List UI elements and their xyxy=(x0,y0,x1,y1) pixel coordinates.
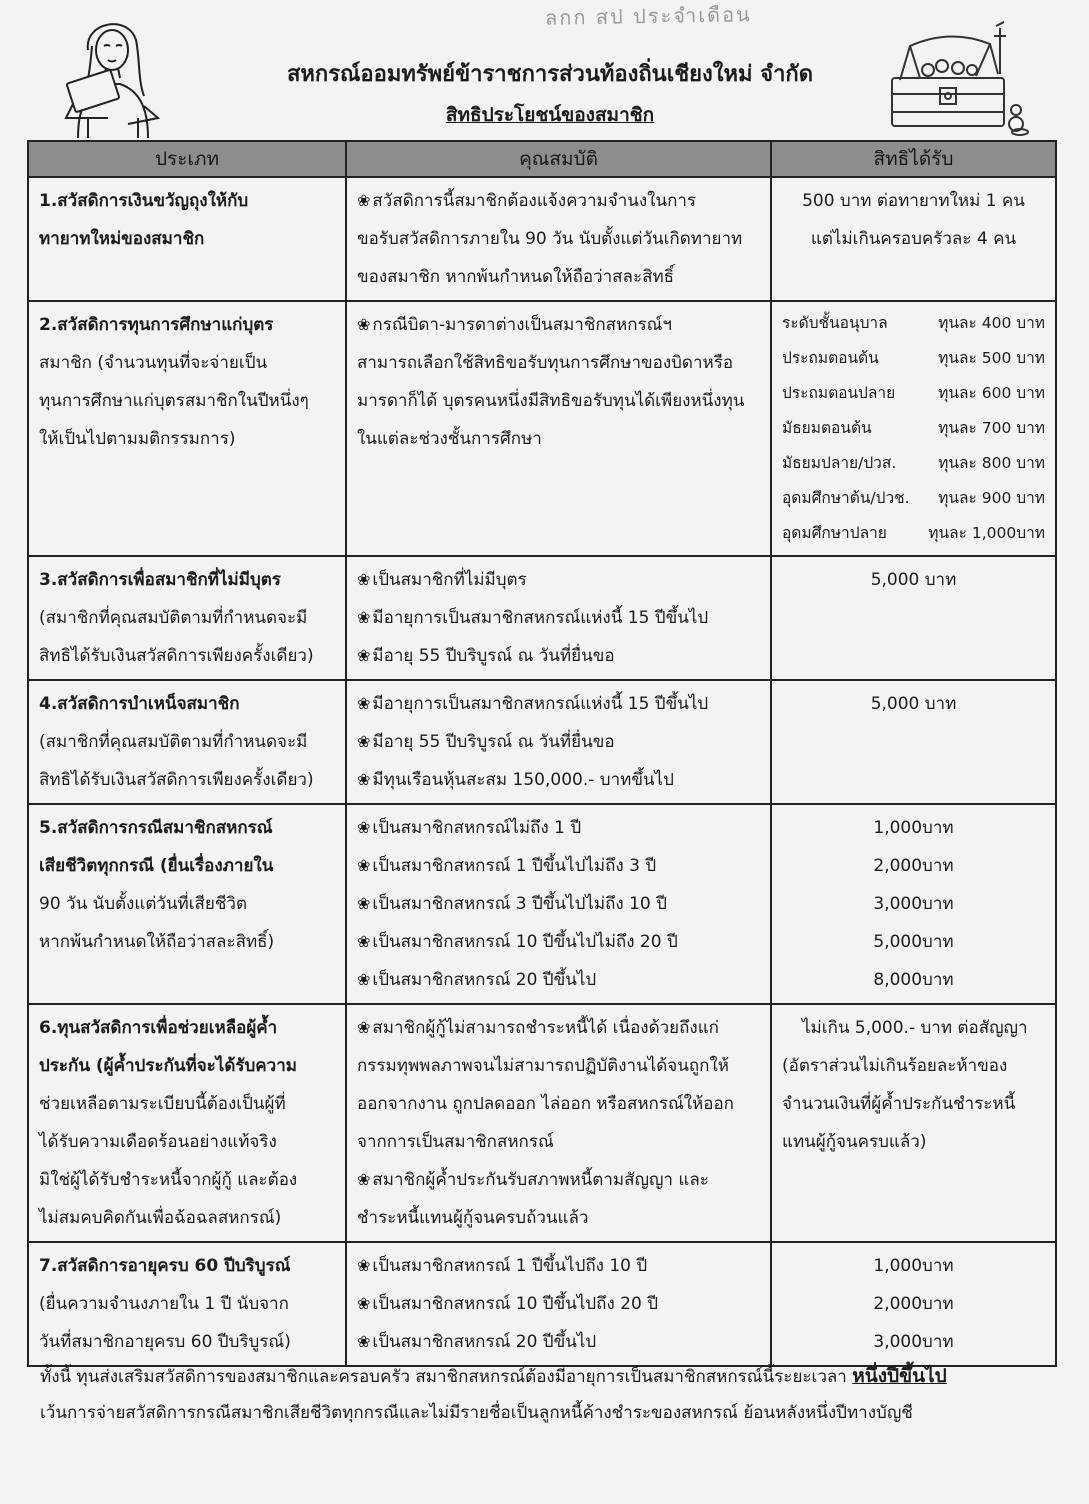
benefit-type-line: สมาชิก (จำนวนทุนที่จะจ่ายเป็น xyxy=(39,353,268,373)
qualification-line xyxy=(357,923,762,961)
table-row xyxy=(28,556,1056,680)
grant-amount: ทุนละ 600 บาท xyxy=(938,384,1045,402)
grant-amount: ทุนละ 400 บาท xyxy=(938,314,1045,332)
qualification-text: ขอรับสวัสดิการภายใน 90 วัน นับตั้งแต่วันเกิดทายาท xyxy=(357,229,743,249)
benefit-type-line: สิทธิได้รับเงินสวัสดิการเพียงครั้งเดียว) xyxy=(39,646,314,666)
grant-amount: ทุนละ 900 บาท xyxy=(938,489,1045,507)
qualification-text: มีอายุการเป็นสมาชิกสหกรณ์แห่งนี้ 15 ปีขึ้นไป xyxy=(372,608,709,628)
benefit-type-title: 4.สวัสดิการบำเหน็จสมาชิก xyxy=(39,694,240,714)
qualification-text: กรณีบิดา-มารดาต่างเป็นสมาชิกสหกรณ์ฯ xyxy=(372,315,672,335)
benefit-type-line: วันที่สมาชิกอายุครบ 60 ปีบริบูรณ์) xyxy=(39,1332,291,1352)
grant-level: มัธยมตอนต้น xyxy=(782,419,872,437)
qualification-line xyxy=(357,961,762,999)
footer-line-1-text: ทั้งนี้ ทุนส่งเสริมสวัสดิการของสมาชิกและครอบครัว สมาชิกสหกรณ์ต้องมีอายุการเป็นสมาชิกสหกรณ์นี้ระยะเวลา xyxy=(40,1367,853,1387)
grant-amount: ทุนละ 800 บาท xyxy=(938,454,1045,472)
benefit-cell xyxy=(771,1004,1056,1242)
footer-emphasis: หนึ่งปีขึ้นไป xyxy=(852,1365,947,1387)
qualification-cell xyxy=(346,804,771,1004)
grant-level: ประถมตอนต้น xyxy=(782,349,879,367)
page-subtitle: สิทธิประโยชน์ของสมาชิก xyxy=(445,104,655,126)
benefit-line: ไม่เกิน 5,000.- บาท ต่อสัญญา xyxy=(802,1018,1028,1038)
benefit-line: 1,000บาท xyxy=(873,1256,954,1276)
flower-bullet-icon: ❀ xyxy=(357,608,371,627)
table-body xyxy=(28,177,1056,1366)
scholarship-grant-row xyxy=(782,481,1045,516)
qualification-cell xyxy=(346,1004,771,1242)
qualification-cell xyxy=(346,177,771,301)
scholarship-grant-row xyxy=(782,411,1045,446)
benefit-line: 3,000บาท xyxy=(873,1332,954,1352)
benefit-type-cell xyxy=(28,556,346,680)
qualification-line xyxy=(357,723,762,761)
grant-level: อุดมศึกษาปลาย xyxy=(782,524,887,542)
qualification-line xyxy=(357,420,762,458)
qualification-text: เป็นสมาชิกสหกรณ์ไม่ถึง 1 ปี xyxy=(372,818,582,838)
grant-level: ประถมตอนปลาย xyxy=(782,384,896,402)
qualification-line xyxy=(357,847,762,885)
flower-bullet-icon: ❀ xyxy=(357,894,371,913)
benefit-type-title: 5.สวัสดิการกรณีสมาชิกสหกรณ์ xyxy=(39,818,273,838)
table-header-row xyxy=(28,141,1056,177)
qualification-text: เป็นสมาชิกสหกรณ์ 1 ปีขึ้นไปถึง 10 ปี xyxy=(372,1256,648,1276)
qualification-text: มีอายุ 55 ปีบริบูรณ์ ณ วันที่ยื่นขอ xyxy=(372,732,615,752)
qualification-line xyxy=(357,1285,762,1323)
qualification-line xyxy=(357,306,762,344)
benefit-type-line: หากพ้นกำหนดให้ถือว่าสละสิทธิ์) xyxy=(39,932,275,952)
grant-level: อุดมศึกษาต้น/ปวช. xyxy=(782,489,910,507)
table-row xyxy=(28,301,1056,556)
benefit-type-cell xyxy=(28,1004,346,1242)
flower-bullet-icon: ❀ xyxy=(357,646,371,665)
flower-bullet-icon: ❀ xyxy=(357,191,371,210)
benefit-type-line: เสียชีวิตทุกกรณี (ยื่นเรื่องภายใน xyxy=(39,856,274,876)
benefit-type-line: สิทธิได้รับเงินสวัสดิการเพียงครั้งเดียว) xyxy=(39,770,314,790)
qualification-text: เป็นสมาชิกสหกรณ์ 10 ปีขึ้นไปไม่ถึง 20 ปี xyxy=(372,932,678,952)
benefits-table xyxy=(27,140,1057,1367)
qualification-cell xyxy=(346,301,771,556)
qualification-text: มีอายุการเป็นสมาชิกสหกรณ์แห่งนี้ 15 ปีขึ้นไป xyxy=(372,694,709,714)
qualification-text: เป็นสมาชิกสหกรณ์ 20 ปีขึ้นไป xyxy=(372,1332,597,1352)
qualification-text: ชำระหนี้แทนผู้กู้จนครบถ้วนแล้ว xyxy=(357,1208,589,1228)
benefit-line: 1,000บาท xyxy=(873,818,954,838)
table-row xyxy=(28,1242,1056,1366)
benefit-type-title: 3.สวัสดิการเพื่อสมาชิกที่ไม่มีบุตร xyxy=(39,570,281,590)
grant-level: มัธยมปลาย/ปวส. xyxy=(782,454,897,472)
benefit-cell xyxy=(771,1242,1056,1366)
table-row xyxy=(28,680,1056,804)
benefit-line: แต่ไม่เกินครอบครัวละ 4 คน xyxy=(810,229,1017,249)
woman-with-laptop-icon xyxy=(48,10,178,138)
handwritten-note: ลกก สป ประจำเดือน xyxy=(544,2,752,30)
benefit-type-line: ให้เป็นไปตามมติกรรมการ) xyxy=(39,429,236,449)
flower-bullet-icon: ❀ xyxy=(357,694,371,713)
flower-bullet-icon: ❀ xyxy=(357,570,371,589)
scholarship-grant-row xyxy=(782,516,1045,551)
benefit-cell xyxy=(771,177,1056,301)
footer-line-1 xyxy=(40,1358,1050,1395)
flower-bullet-icon: ❀ xyxy=(357,1256,371,1275)
benefit-cell xyxy=(771,556,1056,680)
qualification-text: มีอายุ 55 ปีบริบูรณ์ ณ วันที่ยื่นขอ xyxy=(372,646,615,666)
qualification-line xyxy=(357,885,762,923)
benefit-line: 5,000บาท xyxy=(873,932,954,952)
benefit-type-line: มิใช่ผู้ได้รับชำระหนี้จากผู้กู้ และต้อง xyxy=(39,1170,298,1190)
qualification-cell xyxy=(346,556,771,680)
qualification-line xyxy=(357,1123,762,1161)
footer-note xyxy=(40,1358,1050,1431)
qualification-text: มารดาก็ได้ บุตรคนหนึ่งมีสิทธิขอรับทุนได้เพียงหนึ่งทุน xyxy=(357,391,745,411)
flower-bullet-icon: ❀ xyxy=(357,315,371,334)
qualification-text: สมาชิกผู้กู้ไม่สามารถชำระหนี้ได้ เนื่องด้วยถึงแก่ xyxy=(372,1018,719,1038)
table-row xyxy=(28,804,1056,1004)
qualification-text: ในแต่ละช่วงชั้นการศึกษา xyxy=(357,429,542,449)
qualification-text: เป็นสมาชิกสหกรณ์ 10 ปีขึ้นไปถึง 20 ปี xyxy=(372,1294,659,1314)
benefit-type-line: 90 วัน นับตั้งแต่วันที่เสียชีวิต xyxy=(39,894,248,914)
benefit-type-line: ทายาทใหม่ของสมาชิก xyxy=(39,229,205,249)
qualification-line xyxy=(357,685,762,723)
qualification-line xyxy=(357,182,762,220)
benefit-line: (อัตราส่วนไม่เกินร้อยละห้าของ xyxy=(782,1056,1008,1076)
benefit-type-cell xyxy=(28,1242,346,1366)
qualification-line xyxy=(357,1047,762,1085)
qualification-line xyxy=(357,1247,762,1285)
flower-bullet-icon: ❀ xyxy=(357,970,371,989)
grant-amount: ทุนละ 500 บาท xyxy=(938,349,1045,367)
scholarship-grant-row xyxy=(782,446,1045,481)
benefit-type-line: ได้รับความเดือดร้อนอย่างแท้จริง xyxy=(39,1132,277,1152)
benefit-type-line: ช่วยเหลือตามระเบียบนี้ต้องเป็นผู้ที่ xyxy=(39,1094,286,1114)
flower-bullet-icon: ❀ xyxy=(357,1170,371,1189)
qualification-line xyxy=(357,761,762,799)
benefit-type-line: (ยื่นความจำนงภายใน 1 ปี นับจาก xyxy=(39,1294,289,1314)
benefit-line: 8,000บาท xyxy=(873,970,954,990)
benefit-type-line: (สมาชิกที่คุณสมบัติตามที่กำหนดจะมี xyxy=(39,732,308,752)
scholarship-grant-row xyxy=(782,341,1045,376)
qualification-line xyxy=(357,561,762,599)
grant-amount: ทุนละ 700 บาท xyxy=(938,419,1045,437)
qualification-line xyxy=(357,1323,762,1361)
grant-level: ระดับชั้นอนุบาล xyxy=(782,314,888,332)
qualification-line xyxy=(357,1199,762,1237)
qualification-cell xyxy=(346,1242,771,1366)
qualification-line xyxy=(357,220,762,258)
column-header-qualification: คุณสมบัติ xyxy=(346,141,771,177)
treasure-chest-icon xyxy=(880,18,1030,138)
benefit-type-title: 6.ทุนสวัสดิการเพื่อช่วยเหลือผู้ค้ำ xyxy=(39,1018,278,1038)
qualification-text: ออกจากงาน ถูกปลดออก ไล่ออก หรือสหกรณ์ให้ออก xyxy=(357,1094,734,1114)
qualification-text: สามารถเลือกใช้สิทธิขอรับทุนการศึกษาของบิดาหรือ xyxy=(357,353,734,373)
qualification-text: เป็นสมาชิกที่ไม่มีบุตร xyxy=(372,570,527,590)
qualification-line xyxy=(357,1085,762,1123)
benefit-line: 2,000บาท xyxy=(873,1294,954,1314)
qualification-text: เป็นสมาชิกสหกรณ์ 1 ปีขึ้นไปไม่ถึง 3 ปี xyxy=(372,856,657,876)
benefit-cell xyxy=(771,301,1056,556)
benefit-line: 3,000บาท xyxy=(873,894,954,914)
flower-bullet-icon: ❀ xyxy=(357,770,371,789)
qualification-text: ของสมาชิก หากพ้นกำหนดให้ถือว่าสละสิทธิ์ xyxy=(357,267,675,287)
benefit-type-cell xyxy=(28,804,346,1004)
qualification-line xyxy=(357,382,762,420)
benefit-type-line: ไม่สมคบคิดกันเพื่อฉ้อฉลสหกรณ์) xyxy=(39,1208,282,1228)
qualification-text: เป็นสมาชิกสหกรณ์ 3 ปีขึ้นไปไม่ถึง 10 ปี xyxy=(372,894,667,914)
column-header-benefit: สิทธิได้รับ xyxy=(771,141,1056,177)
table-row xyxy=(28,177,1056,301)
benefit-line: จำนวนเงินที่ผู้ค้ำประกันชำระหนี้ xyxy=(782,1094,1016,1114)
qualification-cell xyxy=(346,680,771,804)
benefit-type-title: 1.สวัสดิการเงินขวัญถุงให้กับ xyxy=(39,191,249,211)
benefit-type-line: ทุนการศึกษาแก่บุตรสมาชิกในปีหนึ่งๆ xyxy=(39,391,309,411)
qualification-text: มีทุนเรือนหุ้นสะสม 150,000.- บาทขึ้นไป xyxy=(372,770,674,790)
benefit-type-cell xyxy=(28,177,346,301)
footer-line-2: เว้นการจ่ายสวัสดิการกรณีสมาชิกเสียชีวิตทุกกรณีและไม่มีรายชื่อเป็นลูกหนี้ค้างชำระของสหกรณ์ ย้อนหลังหนึ่งปีทางบัญชี xyxy=(40,1403,913,1423)
qualification-line xyxy=(357,1009,762,1047)
benefit-cell xyxy=(771,804,1056,1004)
qualification-text: เป็นสมาชิกสหกรณ์ 20 ปีขึ้นไป xyxy=(372,970,597,990)
column-header-type: ประเภท xyxy=(28,141,346,177)
flower-bullet-icon: ❀ xyxy=(357,932,371,951)
benefit-line: 2,000บาท xyxy=(873,856,954,876)
benefit-cell xyxy=(771,680,1056,804)
benefit-type-cell xyxy=(28,680,346,804)
flower-bullet-icon: ❀ xyxy=(357,1294,371,1313)
flower-bullet-icon: ❀ xyxy=(357,856,371,875)
flower-bullet-icon: ❀ xyxy=(357,818,371,837)
qualification-line xyxy=(357,599,762,637)
qualification-text: สมาชิกผู้ค้ำประกันรับสภาพหนี้ตามสัญญา และ xyxy=(372,1170,709,1190)
qualification-text: กรรมทุพพลภาพจนไม่สามารถปฏิบัติงานได้จนถูกให้ xyxy=(357,1056,729,1076)
benefit-line: 5,000 บาท xyxy=(870,570,957,590)
flower-bullet-icon: ❀ xyxy=(357,732,371,751)
benefit-line: แทนผู้กู้จนครบแล้ว) xyxy=(782,1132,927,1152)
benefit-type-line: ประกัน (ผู้ค้ำประกันที่จะได้รับความ xyxy=(39,1056,297,1076)
grant-amount: ทุนละ 1,000บาท xyxy=(928,524,1045,542)
qualification-line xyxy=(357,344,762,382)
benefit-line: 5,000 บาท xyxy=(870,694,957,714)
benefit-type-line: (สมาชิกที่คุณสมบัติตามที่กำหนดจะมี xyxy=(39,608,308,628)
benefit-line: 500 บาท ต่อทายาทใหม่ 1 คน xyxy=(802,191,1025,211)
flower-bullet-icon: ❀ xyxy=(357,1332,371,1351)
table-row xyxy=(28,1004,1056,1242)
scholarship-grant-row xyxy=(782,306,1045,341)
scholarship-grant-row xyxy=(782,376,1045,411)
benefit-type-title: 7.สวัสดิการอายุครบ 60 ปีบริบูรณ์ xyxy=(39,1256,291,1276)
qualification-line xyxy=(357,1161,762,1199)
flower-bullet-icon: ❀ xyxy=(357,1018,371,1037)
qualification-text: จากการเป็นสมาชิกสหกรณ์ xyxy=(357,1132,554,1152)
qualification-text: สวัสดิการนี้สมาชิกต้องแจ้งความจำนงในการ xyxy=(372,191,697,211)
benefit-type-cell xyxy=(28,301,346,556)
page-title: สหกรณ์ออมทรัพย์ข้าราชการส่วนท้องถิ่นเชียงใหม่ จำกัด xyxy=(286,62,814,87)
benefit-type-title: 2.สวัสดิการทุนการศึกษาแก่บุตร xyxy=(39,315,274,335)
qualification-line xyxy=(357,637,762,675)
qualification-line xyxy=(357,258,762,296)
qualification-line xyxy=(357,809,762,847)
